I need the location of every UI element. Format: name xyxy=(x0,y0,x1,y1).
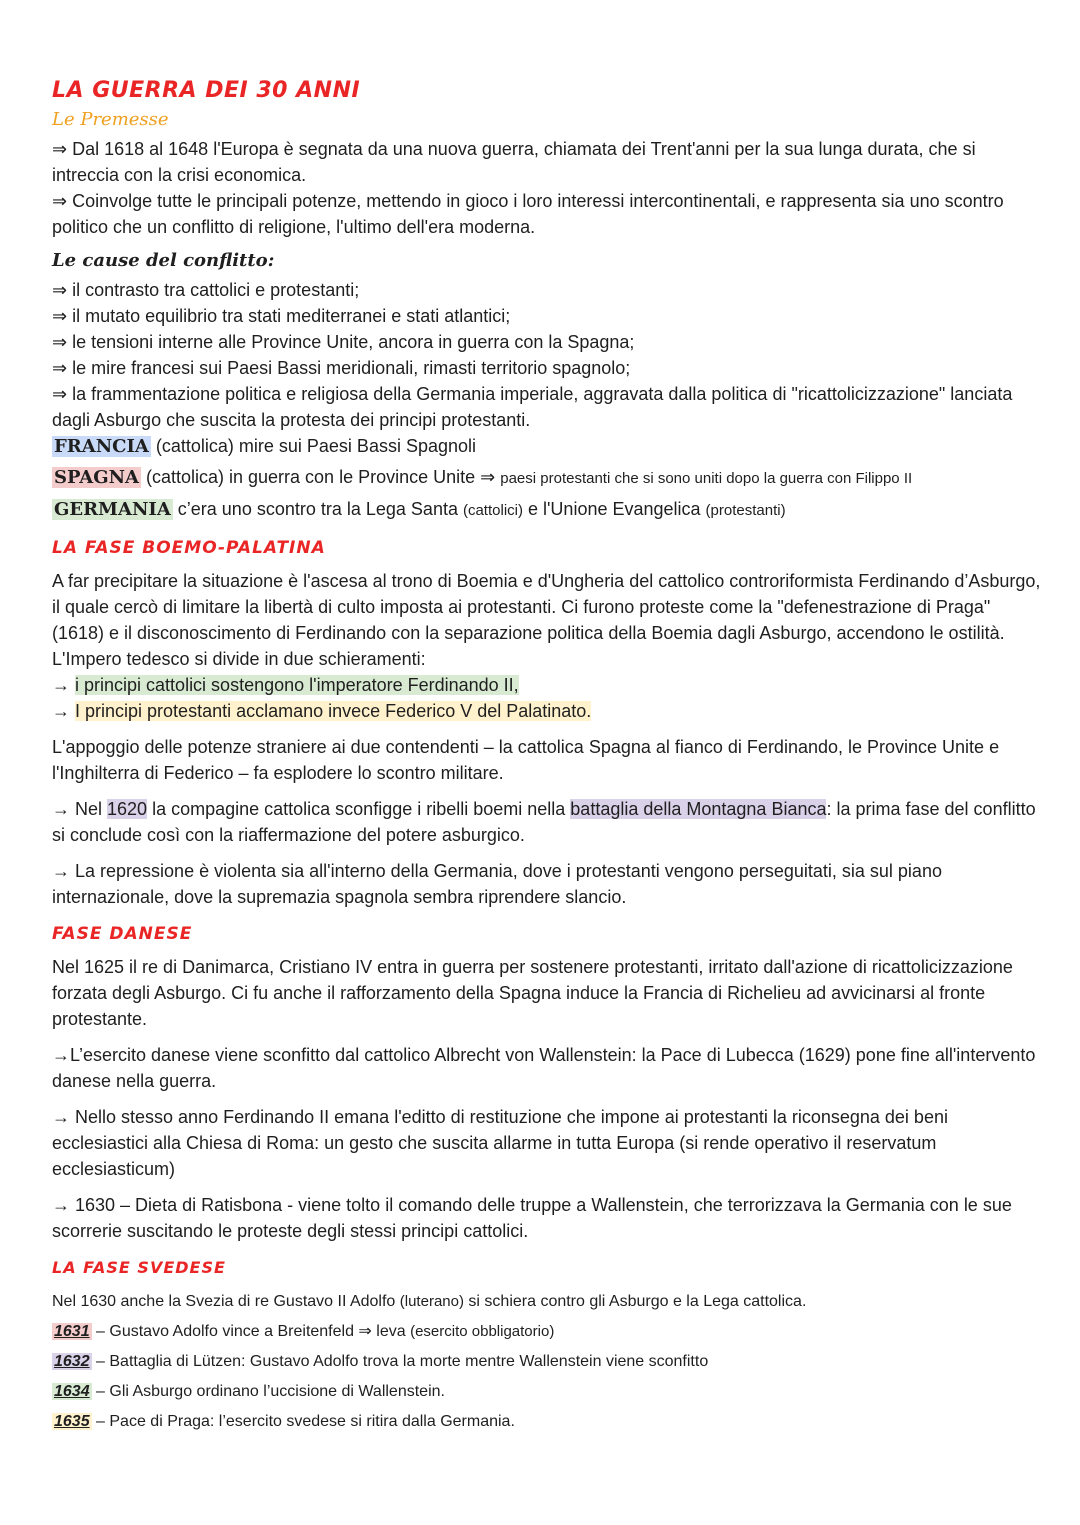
page-title: LA GUERRA DEI 30 ANNI xyxy=(52,78,361,103)
boemo-catholic-princes: i principi cattolici sostengono l'imperatore Ferdinando II, xyxy=(75,675,519,695)
event-note: (esercito obbligatorio) xyxy=(410,1323,555,1340)
cause-item-2: ⇒ il mutato equilibrio tra stati mediterranei e stati atlantici; xyxy=(52,306,511,326)
boemo-paragraph-3 xyxy=(52,796,1042,848)
intro-a: Nel 1630 anche la Svezia di re Gustavo II Adolfo xyxy=(52,1293,400,1310)
svedese-intro xyxy=(52,1287,1042,1317)
year-1635: 1635 xyxy=(54,1413,90,1430)
spagna-line xyxy=(52,464,1042,492)
svedese-event-1634 xyxy=(52,1377,1042,1407)
cause-item-1: ⇒ il contrasto tra cattolici e protestanti; xyxy=(52,280,360,300)
intro-b: si schiera contro gli Asburgo e la Lega cattolica. xyxy=(463,1293,807,1310)
boemo-paragraph-1: A far precipitare la situazione è l'ascesa al trono di Boemia e d'Ungheria del cattolico controriformista Ferdinando d’Asburgo, il quale cercò di limitare la libertà di culto imposta ai protestanti. Ci furono proteste come la "defenestrazione di Praga" (1618) e il disconoscimento di Ferdinando con la separazione politica della Boemia dagli Asburgo, accendono le ostilità. L'Impero tedesco si divide in due schieramenti: xyxy=(52,571,1041,669)
event-text: – Gli Asburgo ordinano l’uccisione di Wallenstein. xyxy=(91,1383,445,1400)
francia-text: (cattolica) mire sui Paesi Bassi Spagnoli xyxy=(150,436,477,456)
boemo-paragraph-2: L'appoggio delle potenze straniere ai due contendenti – la cattolica Spagna al fianco di Ferdinando, le Province Unite e l'Inghilterra di Federico – fa esplodere lo scontro militare. xyxy=(52,737,1000,783)
boemo-paragraph-4: → La repressione è violenta sia all'interno della Germania, dove i protestanti vengono perseguitati, sia sul piano internazionale, dove la supremazia spagnola sembra riprendere slancio. xyxy=(52,861,942,907)
cause-item-4: ⇒ le mire francesi sui Paesi Bassi meridionali, rimasti territorio spagnolo; xyxy=(52,358,631,378)
year-1632: 1632 xyxy=(54,1353,90,1370)
germania-note-1: (cattolici) xyxy=(462,502,523,519)
premesse-paragraph-2: ⇒ Coinvolge tutte le principali potenze, mettendo in gioco i loro interessi intercontinentali, e rappresenta sia uno scontro politico che un conflitto di religione, l'ultimo dell'era moderna. xyxy=(52,191,1004,237)
spagna-note: paesi protestanti che si sono uniti dopo la guerra con Filippo II xyxy=(500,470,913,487)
danese-paragraph-4: → 1630 – Dieta di Ratisbona - viene tolto il comando delle truppe a Wallenstein, che terrorizzava la Germania con le sue scorrerie suscitando le proteste degli stessi principi cattolici. xyxy=(52,1195,1012,1241)
event-text: – Pace di Praga: l’esercito svedese si ritira dalla Germania. xyxy=(91,1413,515,1430)
montagna-bianca: battaglia della Montagna Bianca xyxy=(570,799,827,819)
germania-text-1: c’era uno scontro tra la Lega Santa xyxy=(172,499,463,519)
cause-item-5: ⇒ la frammentazione politica e religiosa della Germania imperiale, aggravata dalla politica di "ricattolicizzazione" lanciata dagli Asburgo che suscita la protesta dei principi protestanti. xyxy=(52,384,1013,430)
danese-heading: FASE DANESE xyxy=(52,924,193,944)
danese-paragraph-2: →L’esercito danese viene sconfitto dal cattolico Albrecht von Wallenstein: la Pace di Lubecca (1629) pone fine all'intervento danese nella guerra. xyxy=(52,1045,1036,1091)
boemo-protestant-princes: I principi protestanti acclamano invece Federico V del Palatinato. xyxy=(75,701,592,721)
year-1634: 1634 xyxy=(54,1383,90,1400)
boemo-arrow-2 xyxy=(52,698,1042,724)
event-text: – Battaglia di Lützen: Gustavo Adolfo trova la morte mentre Wallenstein viene sconfitto xyxy=(91,1353,709,1370)
boemo-heading: LA FASE BOEMO-PALATINA xyxy=(52,538,326,558)
francia-line xyxy=(52,433,1042,460)
germania-line xyxy=(52,496,1042,524)
cause-item-3: ⇒ le tensioni interne alle Province Unite, ancora in guerra con la Spagna; xyxy=(52,332,635,352)
arrow-prefix: → xyxy=(52,675,76,695)
year-1620: 1620 xyxy=(107,799,148,819)
year-1631: 1631 xyxy=(54,1323,90,1340)
boemo-arrow-1 xyxy=(52,672,1042,698)
p3-mid: la compagine cattolica sconfigge i ribelli boemi nella xyxy=(147,799,571,819)
premesse-paragraph-1: ⇒ Dal 1618 al 1648 l'Europa è segnata da una nuova guerra, chiamata dei Trent'anni per la sua lunga durata, che si intreccia con la crisi economica. xyxy=(52,139,976,185)
spagna-text: (cattolica) in guerra con le Province Unite ⇒ xyxy=(140,467,501,487)
danese-paragraph-1: Nel 1625 il re di Danimarca, Cristiano IV entra in guerra per sostenere protestanti, irritato dall'azione di ricattolicizzazione forzata degli Asburgo. Ci fu anche il rafforzamento della Spagna induce la Francia di Richelieu ad avvicinarsi al fronte protestante. xyxy=(52,957,1013,1029)
svedese-event-1635 xyxy=(52,1407,1042,1437)
svedese-section xyxy=(52,1287,1042,1437)
arrow-prefix: → xyxy=(52,701,76,721)
germania-text-2: e l'Unione Evangelica xyxy=(522,499,706,519)
germania-label: GERMANIA xyxy=(54,499,171,520)
p3-pre: → Nel xyxy=(52,799,108,819)
francia-label: FRANCIA xyxy=(54,436,149,457)
svedese-event-1632 xyxy=(52,1347,1042,1377)
svedese-event-1631 xyxy=(52,1317,1042,1347)
germania-note-2: (protestanti) xyxy=(705,502,786,519)
p3-post: : la prima fase del conflitto si conclude così con la riaffermazione del potere asburgico. xyxy=(52,799,1036,845)
cause-heading: Le cause del conflitto: xyxy=(52,250,275,271)
premesse-heading: Le Premesse xyxy=(52,109,169,130)
intro-note: (luterano) xyxy=(399,1293,464,1310)
document-page xyxy=(52,78,1042,1437)
event-text: – Gustavo Adolfo vince a Breitenfeld ⇒ leva xyxy=(91,1323,411,1340)
spagna-label: SPAGNA xyxy=(54,467,139,488)
danese-paragraph-3: → Nello stesso anno Ferdinando II emana l'editto di restituzione che impone ai protestanti la riconsegna dei beni ecclesiastici alla Chiesa di Roma: un gesto che suscita allarme in tutta Europa (si rende operativo il reservatum ecclesiasticum) xyxy=(52,1107,948,1179)
svedese-heading: LA FASE SVEDESE xyxy=(52,1258,226,1277)
